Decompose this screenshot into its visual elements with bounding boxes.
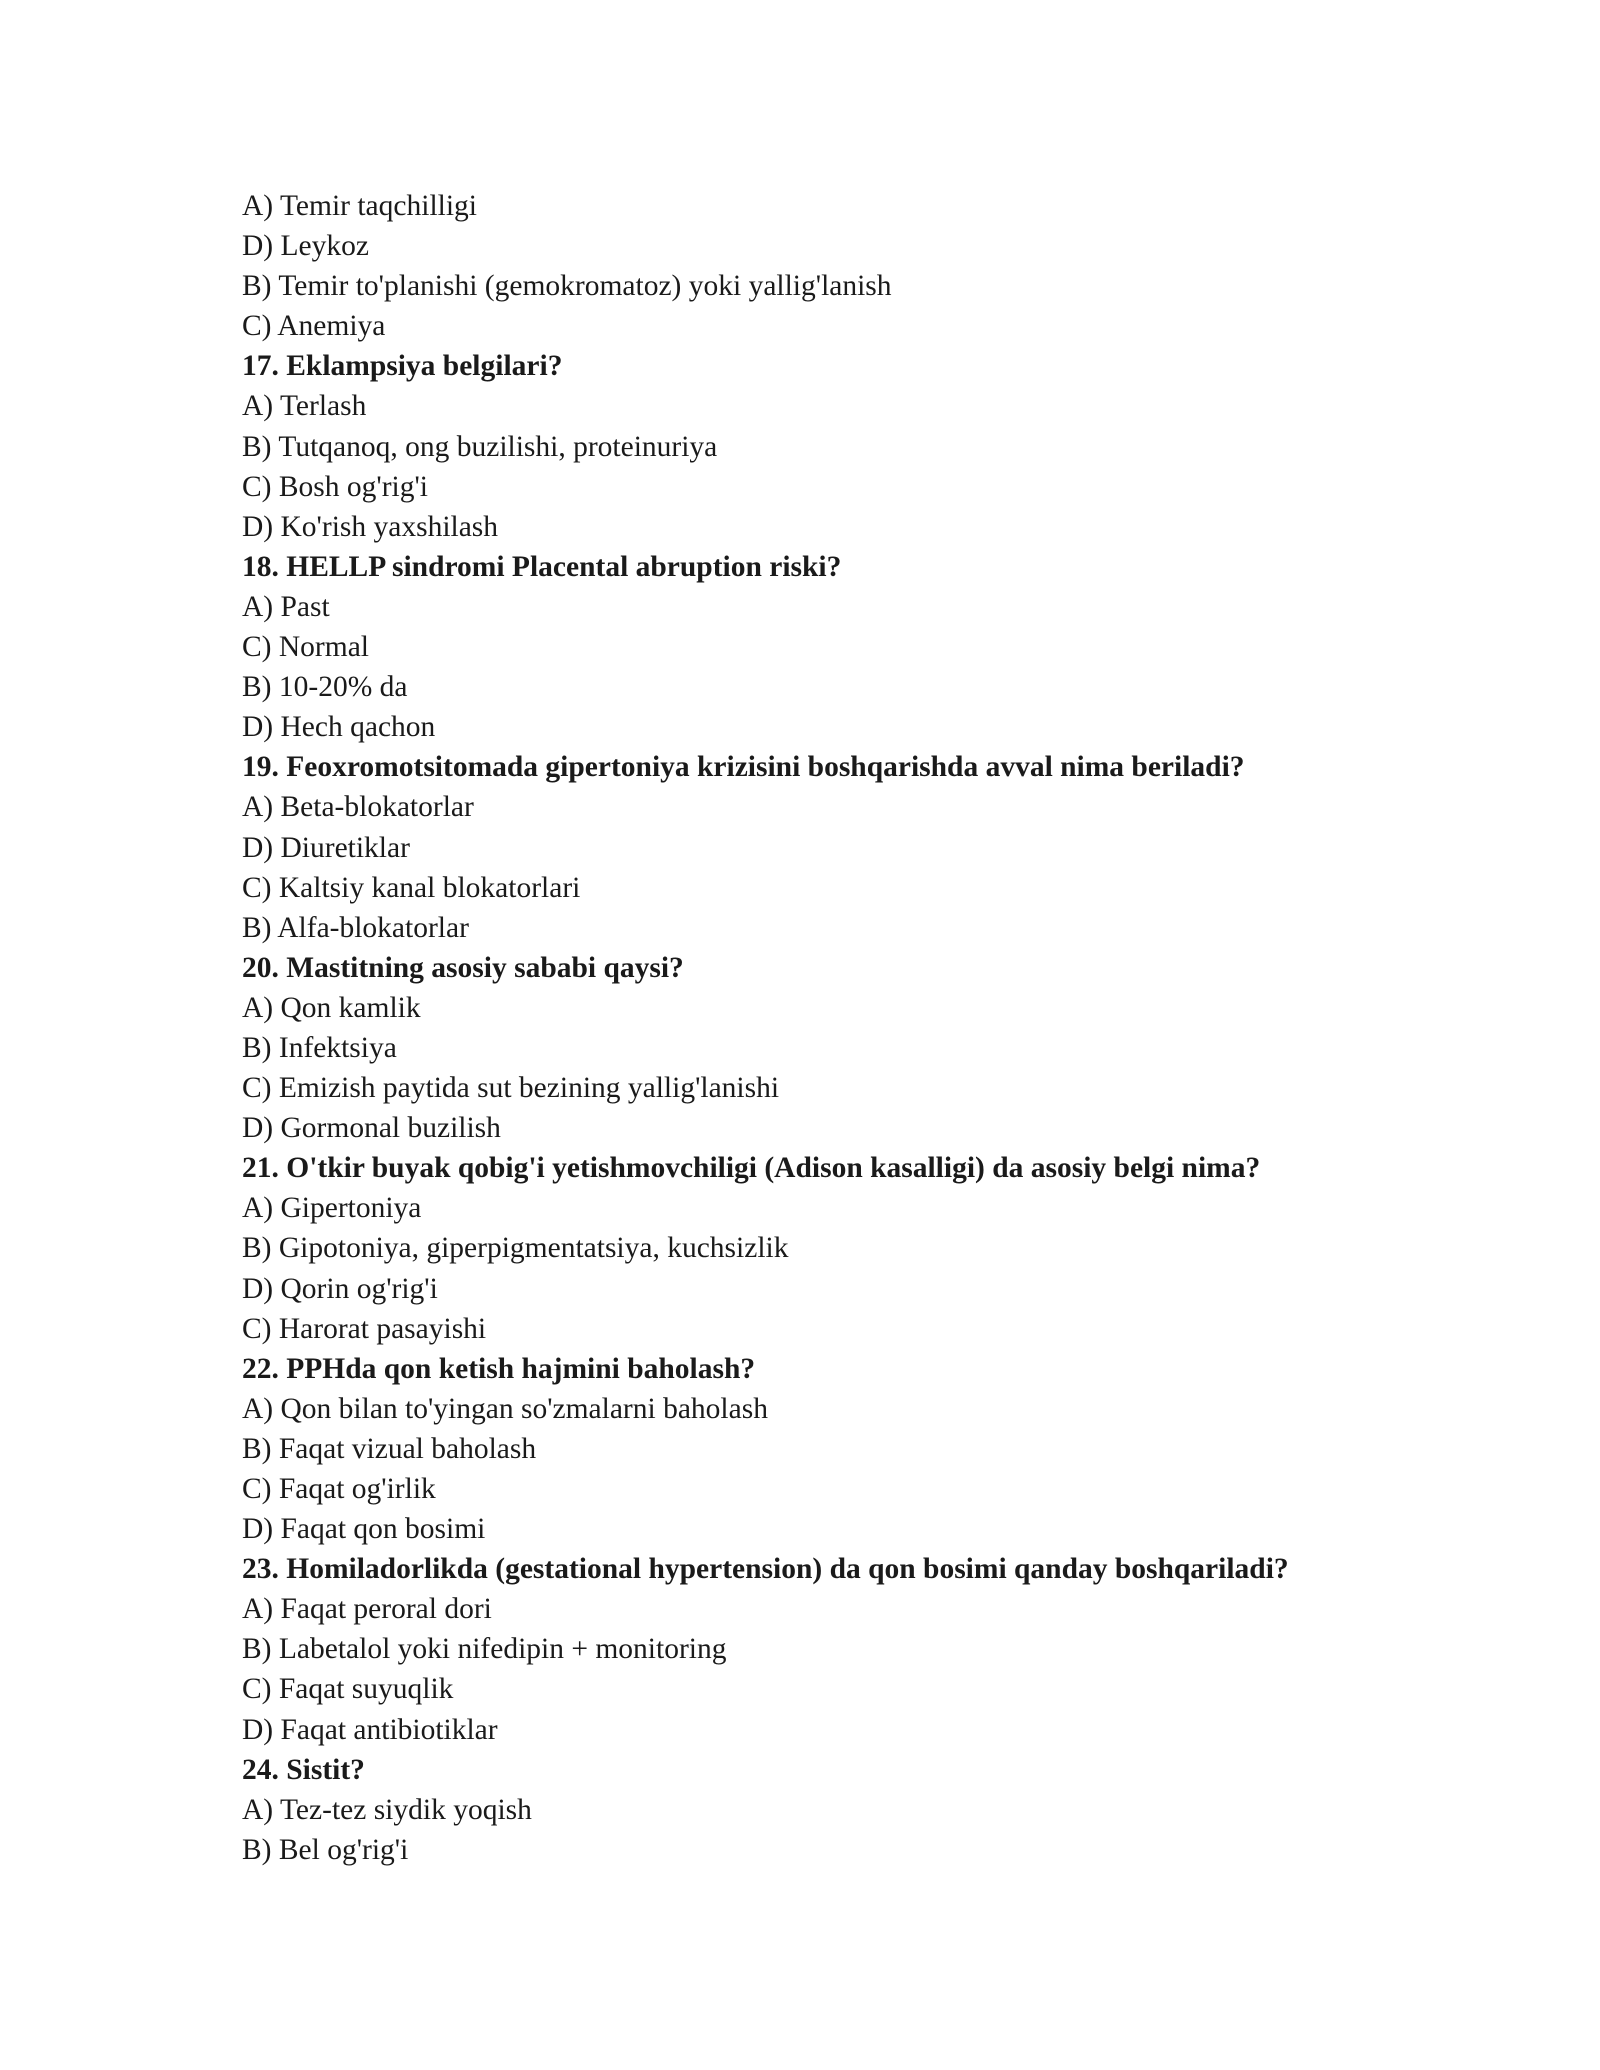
question-text: 18. HELLP sindromi Placental abruption riski? — [242, 550, 842, 583]
answer-option: C) Kaltsiy kanal blokatorlari — [242, 871, 581, 904]
answer-option: D) Ko'rish yaxshilash — [242, 510, 499, 543]
answer-option: D) Diuretiklar — [242, 831, 410, 864]
answer-option: C) Normal — [242, 631, 369, 664]
answer-option: B) Gipotoniya, giperpigmentatsiya, kuchsizlik — [242, 1232, 789, 1265]
answer-option: C) Bosh og'rig'i — [242, 470, 429, 503]
answer-option: D) Hech qachon — [242, 711, 436, 744]
answer-option: C) Emizish paytida sut bezining yallig'lanishi — [242, 1072, 780, 1105]
answer-option: A) Terlash — [242, 390, 367, 423]
answer-option: C) Anemiya — [242, 310, 386, 343]
answer-option: C) Harorat pasayishi — [242, 1312, 487, 1345]
answer-option: A) Gipertoniya — [242, 1192, 422, 1225]
question-text: 17. Eklampsiya belgilari? — [242, 350, 563, 383]
answer-option: B) Tutqanoq, ong buzilishi, proteinuriya — [242, 430, 718, 463]
question-block-16-continued — [242, 186, 1482, 346]
question-text: 20. Mastitning asosiy sababi qaysi? — [242, 951, 684, 984]
answer-option: D) Leykoz — [242, 230, 369, 263]
answer-option: B) 10-20% da — [242, 671, 408, 704]
answer-option: B) Temir to'planishi (gemokromatoz) yoki yallig'lanish — [242, 270, 892, 303]
question-block-20 — [242, 948, 1482, 1148]
answer-option: D) Faqat antibiotiklar — [242, 1713, 498, 1746]
question-block-22 — [242, 1349, 1482, 1549]
answer-option: B) Infektsiya — [242, 1031, 397, 1064]
answer-option: A) Past — [242, 590, 330, 623]
question-text: 24. Sistit? — [242, 1753, 365, 1786]
question-text: 21. O'tkir buyak qobig'i yetishmovchiligi (Adison kasalligi) da asosiy belgi nima? — [242, 1152, 1261, 1185]
answer-option: D) Qorin og'rig'i — [242, 1272, 438, 1305]
answer-option: A) Qon kamlik — [242, 991, 421, 1024]
question-block-18 — [242, 547, 1482, 747]
answer-option: C) Faqat suyuqlik — [242, 1673, 454, 1706]
answer-option: D) Gormonal buzilish — [242, 1112, 501, 1145]
quiz-content — [242, 186, 1482, 1870]
answer-option: A) Faqat peroral dori — [242, 1593, 492, 1626]
question-text: 22. PPHda qon ketish hajmini baholash? — [242, 1352, 756, 1385]
question-block-23 — [242, 1549, 1482, 1749]
question-text: 23. Homiladorlikda (gestational hypertension) da qon bosimi qanday boshqariladi? — [242, 1553, 1289, 1586]
question-block-17 — [242, 346, 1482, 546]
question-block-19 — [242, 747, 1482, 947]
answer-option: C) Faqat og'irlik — [242, 1473, 436, 1505]
answer-option: B) Alfa-blokatorlar — [242, 911, 469, 944]
answer-option: B) Labetalol yoki nifedipin + monitoring — [242, 1633, 727, 1666]
question-block-21 — [242, 1148, 1482, 1348]
answer-option: B) Bel og'rig'i — [242, 1833, 409, 1866]
question-block-24 — [242, 1750, 1482, 1870]
answer-option: A) Qon bilan to'yingan so'zmalarni baholash — [242, 1392, 768, 1425]
answer-option: D) Faqat qon bosimi — [242, 1513, 486, 1546]
answer-option: A) Beta-blokatorlar — [242, 791, 474, 824]
answer-option: A) Tez-tez siydik yoqish — [242, 1793, 532, 1826]
answer-option: B) Faqat vizual baholash — [242, 1432, 537, 1465]
question-text: 19. Feoxromotsitomada gipertoniya krizisini boshqarishda avval nima beriladi? — [242, 751, 1245, 784]
answer-option: A) Temir taqchilligi — [242, 190, 477, 222]
